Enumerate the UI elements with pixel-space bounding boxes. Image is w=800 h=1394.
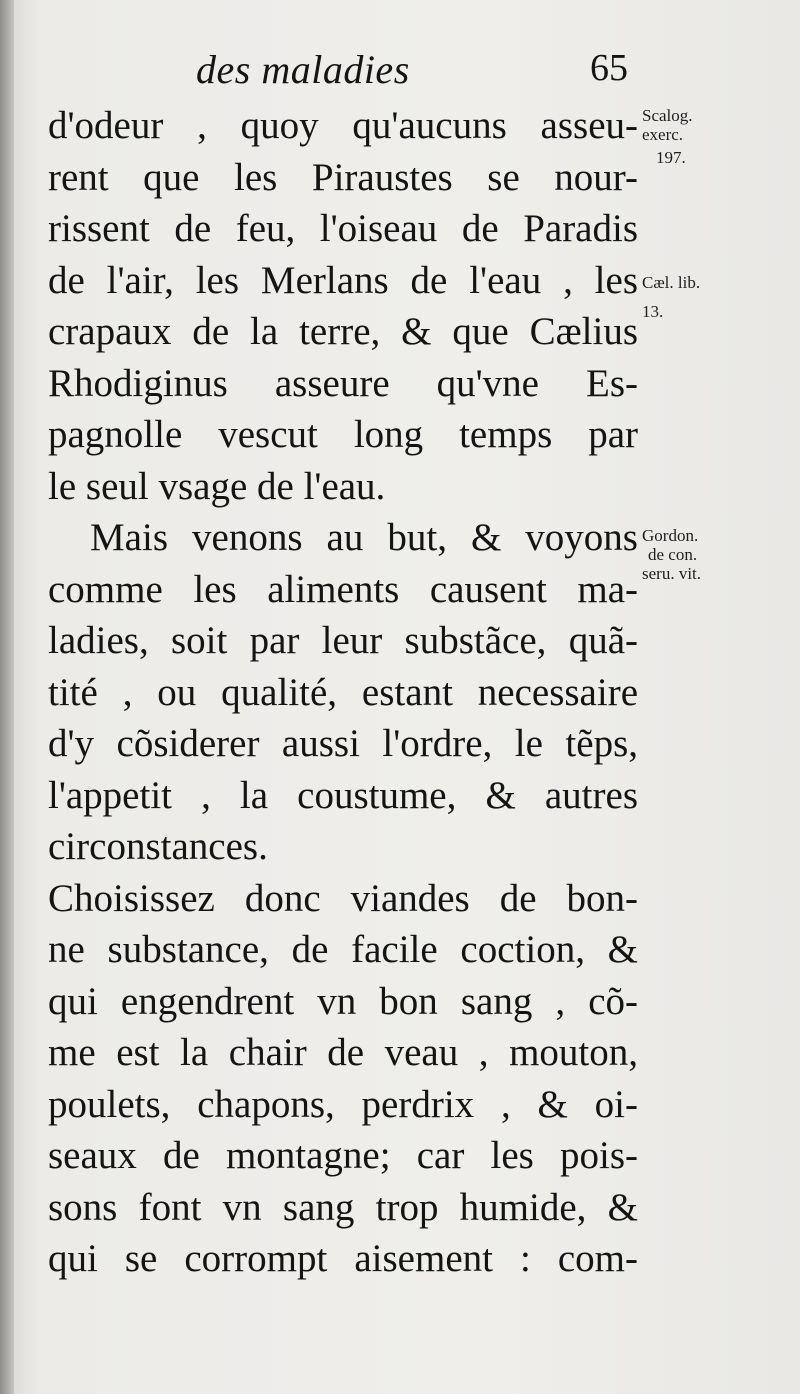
page-header [196, 46, 636, 94]
text-line: Choisissez donc viandes de bon- [48, 876, 638, 920]
text-line: circonstances. [48, 825, 268, 868]
marginal-note-line: Cæl. lib. [642, 273, 701, 292]
text-line: qui se corrompt aisement : com- [48, 1237, 638, 1280]
page-number: 65 [590, 47, 628, 89]
text-line: d'y cõsiderer aussi l'ordre, le tẽps, [48, 722, 638, 765]
marginal-note-line: Scalog. [642, 106, 693, 125]
text-line: crapaux de la terre, & que Cælius [48, 310, 638, 353]
text-line: rent que les Piraustes se nour- [48, 155, 638, 199]
binding-gutter [0, 0, 14, 1394]
marginal-note [642, 526, 772, 583]
text-line: me est la chair de veau , mouton, [48, 1031, 638, 1074]
text-line: pagnolle vescut long temps par [48, 413, 638, 456]
text-line: qui engendrent vn bon sang , cõ- [48, 979, 638, 1023]
marginal-note [642, 106, 772, 167]
text-line: ne substance, de facile coction, & [48, 928, 638, 971]
text-line: Mais venons au but, & voyons [90, 516, 638, 559]
running-head: des maladies [196, 47, 410, 92]
text-line: le seul vsage de l'eau. [48, 464, 386, 508]
marginal-note-line: 13. [642, 302, 664, 321]
text-line: de l'air, les Merlans de l'eau , les [48, 258, 638, 302]
marginal-note-line: Gordon. [642, 526, 699, 545]
body-text [48, 100, 638, 1285]
marginal-note-line: de con. [648, 545, 698, 564]
text-line: tité , ou qualité, estant necessaire [48, 670, 638, 714]
text-line: comme les aliments causent ma- [48, 567, 638, 611]
text-line: d'odeur , quoy qu'aucuns asseu- [48, 104, 638, 147]
marginal-note-line: 197. [656, 148, 686, 167]
text-line: poulets, chapons, perdrix , & oi- [48, 1082, 638, 1126]
marginal-note-line: exerc. [642, 125, 684, 144]
text-line: Rhodiginus asseure qu'vne Es- [48, 361, 638, 405]
marginal-note [642, 273, 772, 321]
text-line: ladies, soit par leur substãce, quã- [48, 619, 638, 662]
text-line: seaux de montagne; car les pois- [48, 1134, 638, 1177]
text-line: sons font vn sang trop humide, & [48, 1185, 638, 1229]
marginal-note-line: seru. vit. [642, 564, 702, 583]
text-line: rissent de feu, l'oiseau de Paradis [48, 207, 638, 250]
text-line: l'appetit , la coustume, & autres [48, 773, 638, 817]
